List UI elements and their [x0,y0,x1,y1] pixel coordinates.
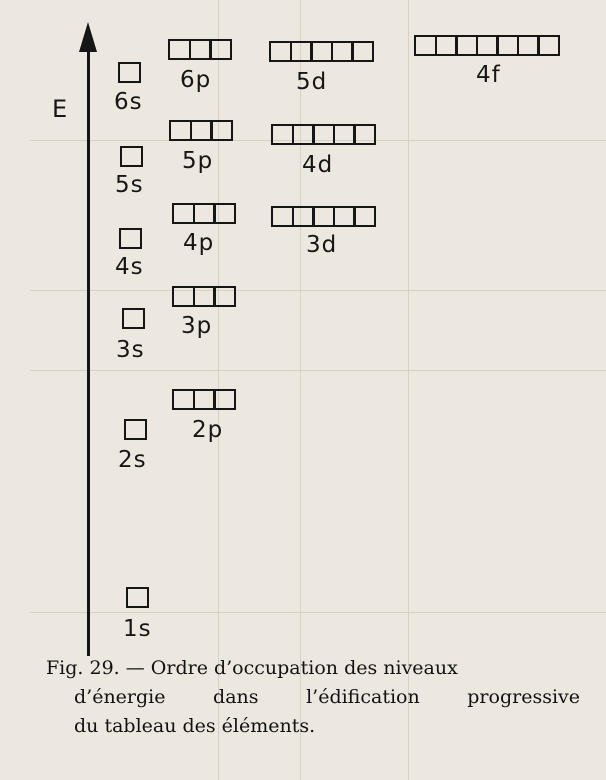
orbital-cell [120,146,143,167]
orbital-3p-boxes [172,286,236,307]
orbital-4d-label: 4d [302,152,334,178]
figure-caption [46,654,586,741]
energy-axis-arrowhead [79,22,97,52]
orbital-5p-boxes [169,120,233,141]
orbital-1s-label: 1s [123,616,152,642]
orbital-5s-label: 5s [115,172,144,198]
orbital-cell [119,228,142,249]
ghost-row-line [30,370,606,371]
orbital-cell [353,206,376,227]
orbital-5s-boxes [120,146,143,167]
orbital-2p-label: 2p [192,417,224,443]
orbital-4p-boxes [172,203,236,224]
orbital-6s-label: 6s [114,89,143,115]
orbital-cell [122,308,145,329]
orbital-cell [351,41,374,62]
orbital-3s-boxes [122,308,145,329]
caption-line-1: Fig. 29. — Ordre d’occupation des niveaux [46,657,458,679]
orbital-cell [118,62,141,83]
energy-axis-line [87,46,90,656]
orbital-2s-boxes [124,419,147,440]
energy-axis-label: E [52,95,68,123]
orbital-6p-boxes [168,39,232,60]
orbital-5p-label: 5p [182,148,214,174]
orbital-cell [213,203,236,224]
orbital-cell [210,120,233,141]
ghost-row-line [30,290,606,291]
orbital-cell [353,124,376,145]
orbital-5d-boxes [269,41,374,62]
orbital-3d-label: 3d [306,232,338,258]
ghost-row-line [30,612,606,613]
orbital-3s-label: 3s [116,337,145,363]
orbital-4d-boxes [271,124,376,145]
orbital-cell [124,419,147,440]
orbital-2s-label: 2s [118,447,147,473]
orbital-5d-label: 5d [296,69,328,95]
orbital-3p-label: 3p [181,313,213,339]
orbital-1s-boxes [126,587,149,608]
orbital-cell [213,286,236,307]
orbital-4s-boxes [119,228,142,249]
orbital-cell [209,39,232,60]
orbital-4p-label: 4p [183,230,215,256]
orbital-cell [213,389,236,410]
caption-line-2: d’énergie dans l’édification progressive [74,686,580,708]
orbital-4f-boxes [414,35,560,56]
orbital-cell [126,587,149,608]
orbital-4f-label: 4f [476,62,501,88]
caption-line-3: du tableau des éléments. [74,715,316,737]
orbital-cell [537,35,560,56]
orbital-6p-label: 6p [180,67,212,93]
orbital-2p-boxes [172,389,236,410]
orbital-6s-boxes [118,62,141,83]
orbital-3d-boxes [271,206,376,227]
orbital-4s-label: 4s [115,254,144,280]
